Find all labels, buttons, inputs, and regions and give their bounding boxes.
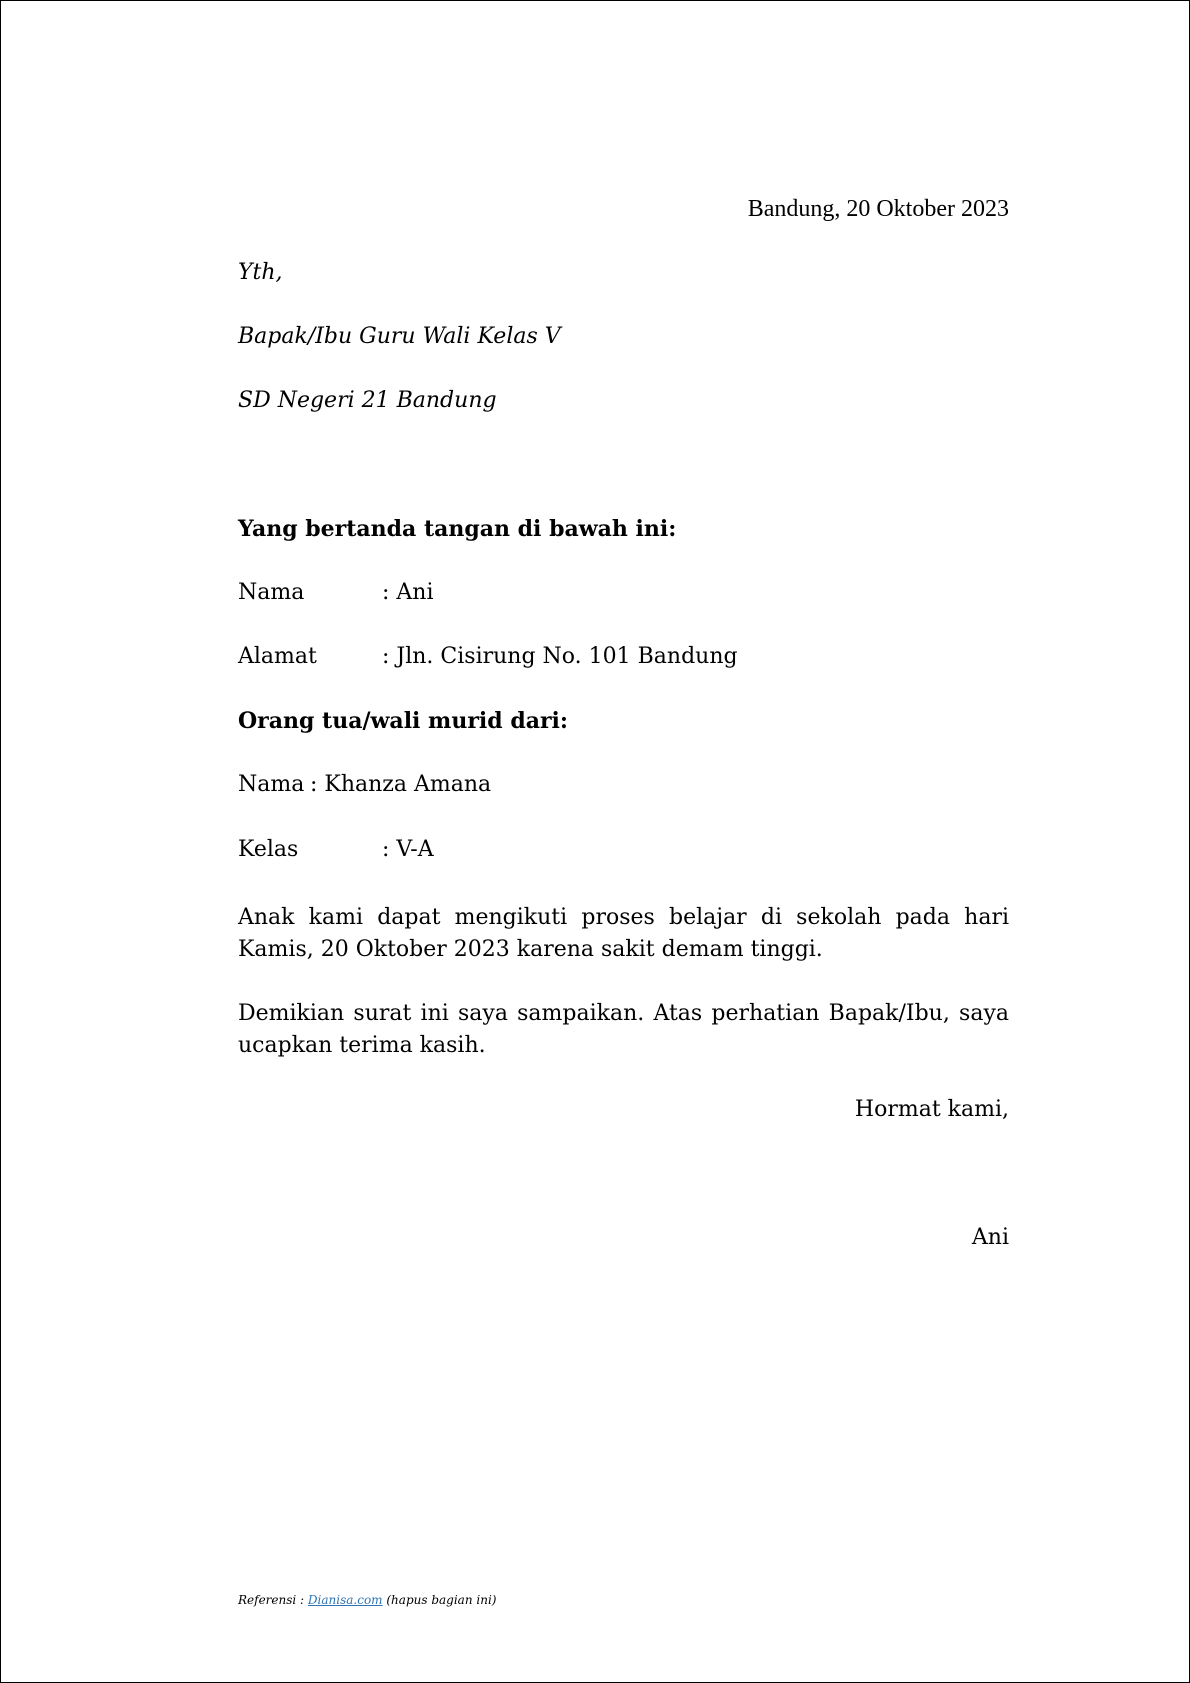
body-paragraph-1: Anak kami dapat mengikuti proses belajar di sekolah pada hari Kamis, 20 Oktober 2023 karena sakit demam tinggi.	[238, 905, 1009, 962]
signer-address-label: Alamat	[238, 644, 317, 669]
reference-suffix: (hapus bagian ini)	[382, 1593, 497, 1607]
student-class-value: : V-A	[382, 837, 434, 862]
signature-name: Ani	[971, 1225, 1009, 1250]
recipient-salutation: Yth,	[238, 260, 283, 285]
student-name-value: : Khanza Amana	[310, 772, 492, 797]
student-name-row	[238, 769, 1009, 801]
signer-heading: Yang bertanda tangan di bawah ini:	[238, 516, 677, 542]
recipient-line-1: Bapak/Ibu Guru Wali Kelas V	[238, 324, 561, 349]
body-paragraph-2: Demikian surat ini saya sampaikan. Atas perhatian Bapak/Ibu, saya ucapkan terima kasih.	[238, 1001, 1009, 1058]
reference-link[interactable]: Dianisa.com	[307, 1593, 383, 1607]
signer-address-value: : Jln. Cisirung No. 101 Bandung	[382, 644, 738, 669]
recipient-line-2: SD Negeri 21 Bandung	[238, 388, 497, 413]
student-class-label: Kelas	[238, 837, 299, 862]
student-heading: Orang tua/wali murid dari:	[238, 708, 569, 734]
signer-name-value: : Ani	[382, 580, 434, 605]
student-name-label: Nama	[238, 772, 305, 797]
student-class-row	[238, 834, 1009, 866]
reference-footer	[238, 1593, 496, 1607]
signer-address-row	[238, 641, 1009, 673]
closing: Hormat kami,	[854, 1097, 1009, 1122]
place-date: Bandung, 20 Oktober 2023	[747, 196, 1009, 222]
reference-prefix: Referensi :	[238, 1593, 308, 1607]
signer-name-label: Nama	[238, 580, 305, 605]
signer-name-row	[238, 577, 1009, 609]
